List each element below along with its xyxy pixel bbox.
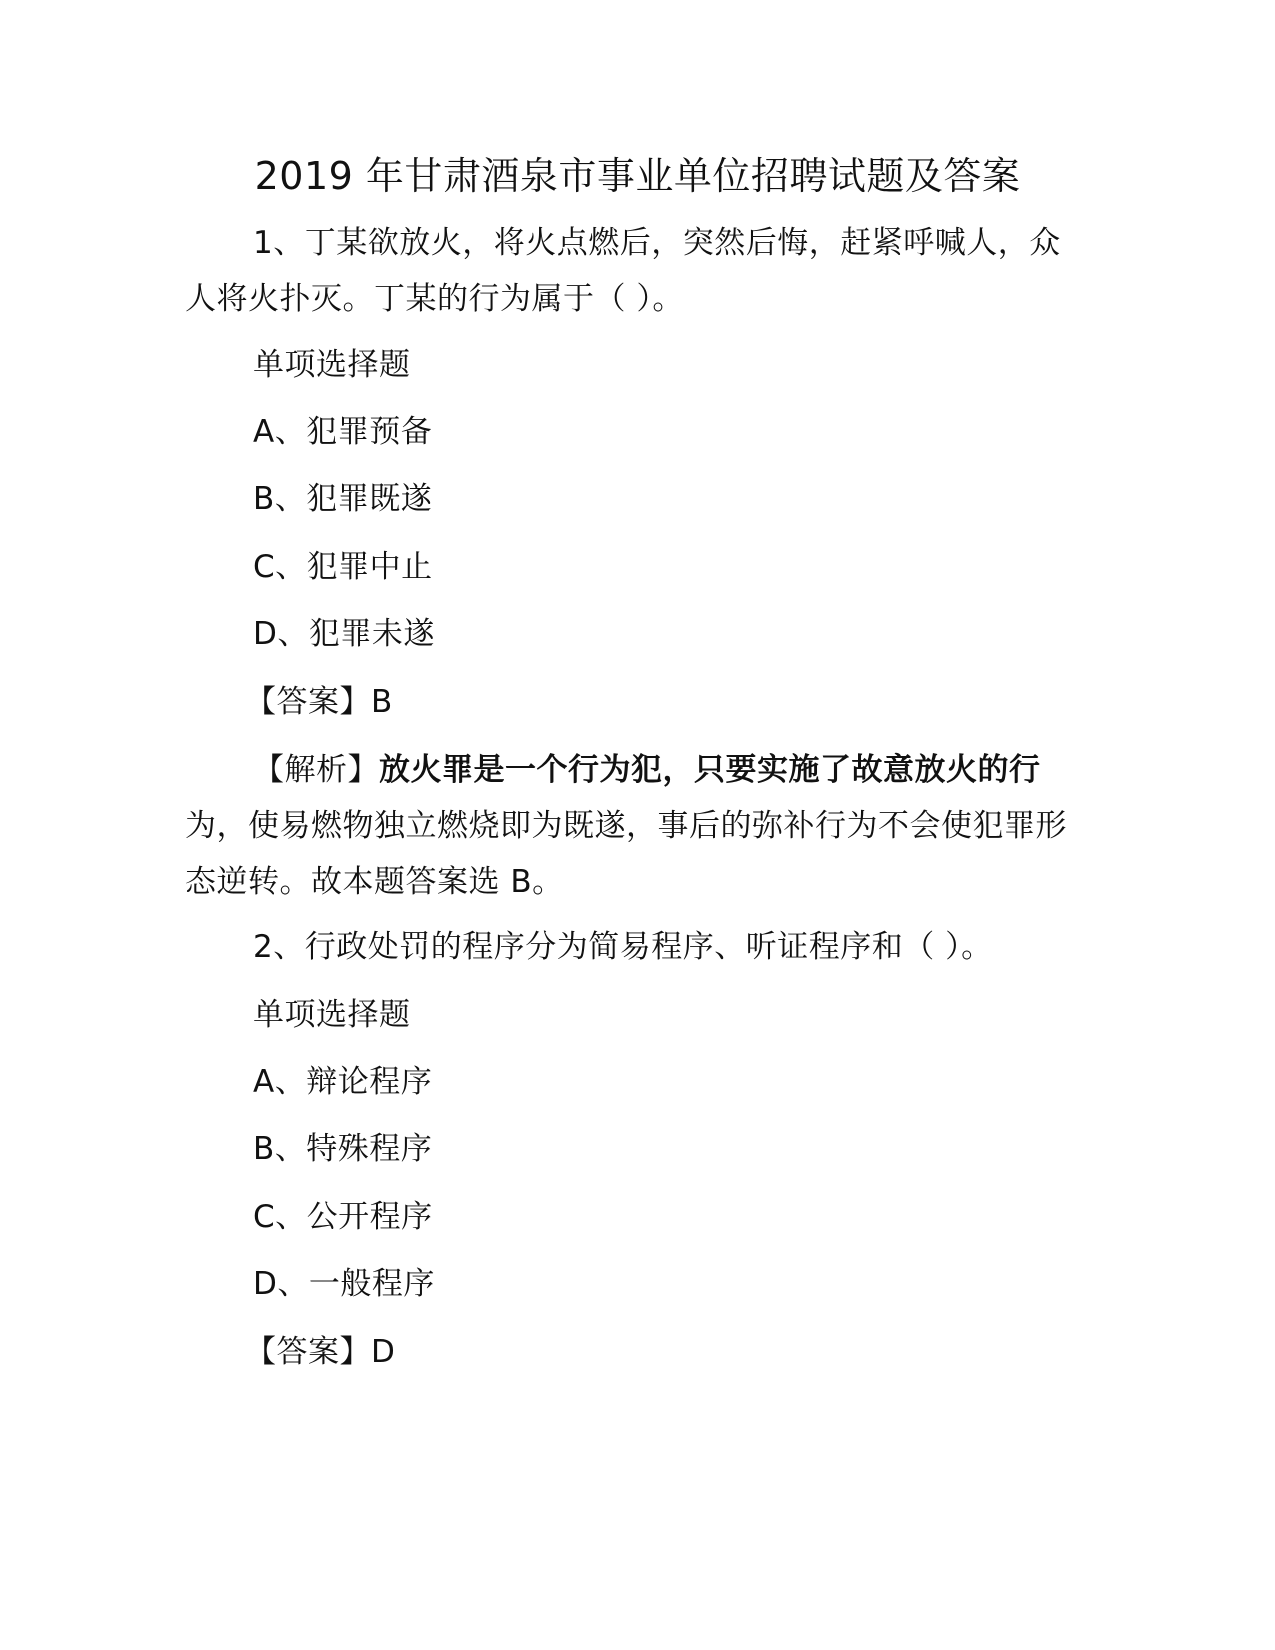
question-1-answer: 【答案】B [245, 684, 393, 720]
question-1-stem: 1、丁某欲放火，将火点燃后，突然后悔，赶紧呼喊人，众人将火扑灭。丁某的行为属于（ ）。 [185, 225, 1061, 317]
question-1-option-b: B、犯罪既遂 [253, 481, 433, 517]
question-1-option-c: C、犯罪中止 [253, 549, 433, 585]
question-1-option-d: D、犯罪未遂 [253, 616, 435, 652]
question-1-option-a: A、犯罪预备 [253, 414, 433, 450]
question-2-answer: 【答案】D [245, 1334, 396, 1370]
question-2-type: 单项选择题 [253, 997, 411, 1033]
question-2-option-b: B、特殊程序 [253, 1131, 433, 1167]
question-1-type: 单项选择题 [253, 347, 411, 383]
analysis-text: 为，使易燃物独立燃烧即为既遂，事后的弥补行为不会使犯罪形态逆转。故本题答案选 B。 [185, 808, 1067, 900]
question-2-stem: 2、行政处罚的程序分为简易程序、听证程序和（ ）。 [253, 929, 993, 965]
question-2-option-c: C、公开程序 [253, 1199, 433, 1235]
question-1-analysis [185, 742, 1090, 910]
question-2-option-a: A、辩论程序 [253, 1064, 433, 1100]
question-2-option-d: D、一般程序 [253, 1266, 435, 1302]
analysis-bold-text: 放火罪是一个行为犯，只要实施了故意放火的行 [379, 752, 1041, 788]
document-title: 2019 年甘肃酒泉市事业单位招聘试题及答案 [254, 154, 1021, 198]
analysis-label: 【解析】 [253, 752, 379, 788]
